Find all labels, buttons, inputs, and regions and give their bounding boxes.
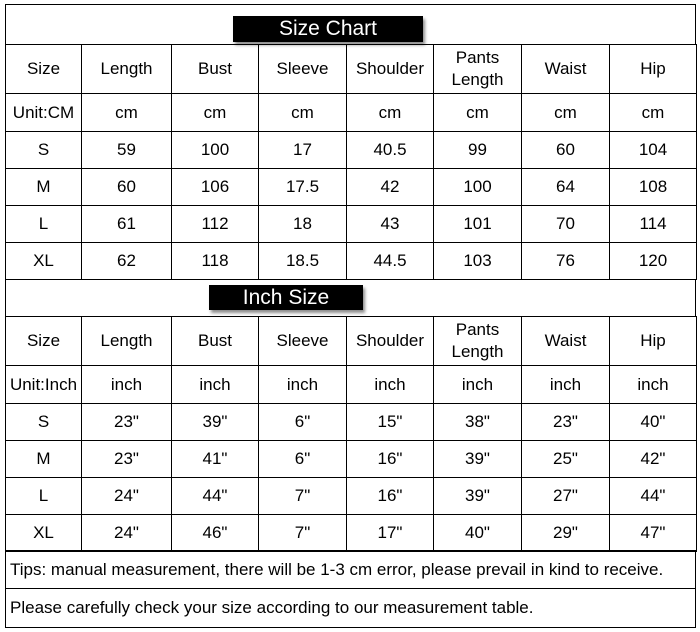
unit-cell: inch [522, 366, 610, 404]
header-cell: Hip [610, 45, 697, 94]
value-cell: 99 [434, 132, 522, 169]
unit-cell: inch [82, 366, 172, 404]
table-row [6, 206, 697, 243]
inch-size-table [5, 316, 697, 552]
value-cell: 43 [347, 206, 434, 243]
value-cell: 60 [82, 169, 172, 206]
unit-cell: inch [610, 366, 697, 404]
size-cell: M [6, 169, 82, 206]
value-cell: 15" [347, 404, 434, 441]
unit-cell: Unit:Inch [6, 366, 82, 404]
table-row [6, 243, 697, 280]
size-cell: S [6, 404, 82, 441]
unit-cell: inch [347, 366, 434, 404]
cm-chart-title: Size Chart [233, 16, 423, 42]
value-cell: 23" [522, 404, 610, 441]
value-cell: 44" [610, 478, 697, 515]
value-cell: 108 [610, 169, 697, 206]
unit-cell: cm [82, 94, 172, 132]
size-cell: XL [6, 515, 82, 552]
value-cell: 60 [522, 132, 610, 169]
value-cell: 114 [610, 206, 697, 243]
inch-header-row [6, 317, 697, 366]
cm-size-table [5, 44, 697, 280]
value-cell: 106 [172, 169, 259, 206]
header-cell: Length [82, 45, 172, 94]
size-cell: M [6, 441, 82, 478]
unit-cell: inch [259, 366, 347, 404]
value-cell: 17.5 [259, 169, 347, 206]
header-cell: Size [6, 45, 82, 94]
value-cell: 101 [434, 206, 522, 243]
value-cell: 44" [172, 478, 259, 515]
value-cell: 47" [610, 515, 697, 552]
value-cell: 16" [347, 441, 434, 478]
header-cell: Bust [172, 317, 259, 366]
table-row [6, 404, 697, 441]
value-cell: 118 [172, 243, 259, 280]
value-cell: 70 [522, 206, 610, 243]
header-cell: Pants Length [434, 317, 522, 366]
value-cell: 39" [434, 478, 522, 515]
table-row [6, 441, 697, 478]
header-cell: Bust [172, 45, 259, 94]
cm-unit-row [6, 94, 697, 132]
header-cell: Shoulder [347, 317, 434, 366]
value-cell: 64 [522, 169, 610, 206]
table-row [6, 132, 697, 169]
table-row [6, 169, 697, 206]
value-cell: 6" [259, 441, 347, 478]
value-cell: 7" [259, 515, 347, 552]
header-cell: Length [82, 317, 172, 366]
cm-header-row [6, 45, 697, 94]
value-cell: 40" [434, 515, 522, 552]
value-cell: 103 [434, 243, 522, 280]
value-cell: 76 [522, 243, 610, 280]
value-cell: 112 [172, 206, 259, 243]
unit-cell: Unit:CM [6, 94, 82, 132]
value-cell: 61 [82, 206, 172, 243]
unit-cell: cm [434, 94, 522, 132]
size-cell: S [6, 132, 82, 169]
value-cell: 38" [434, 404, 522, 441]
check-size-note: Please carefully check your size according to our measurement table. [5, 588, 696, 628]
value-cell: 40" [610, 404, 697, 441]
header-cell: Shoulder [347, 45, 434, 94]
unit-cell: cm [259, 94, 347, 132]
value-cell: 29" [522, 515, 610, 552]
table-row [6, 515, 697, 552]
unit-cell: cm [172, 94, 259, 132]
value-cell: 100 [434, 169, 522, 206]
value-cell: 6" [259, 404, 347, 441]
value-cell: 46" [172, 515, 259, 552]
header-cell: Waist [522, 317, 610, 366]
value-cell: 16" [347, 478, 434, 515]
tips-note: Tips: manual measurement, there will be 1-3 cm error, please prevail in kind to receive. [5, 550, 696, 589]
inch-unit-row [6, 366, 697, 404]
value-cell: 59 [82, 132, 172, 169]
size-cell: XL [6, 243, 82, 280]
value-cell: 25" [522, 441, 610, 478]
value-cell: 27" [522, 478, 610, 515]
header-cell: Size [6, 317, 82, 366]
header-cell: Waist [522, 45, 610, 94]
value-cell: 100 [172, 132, 259, 169]
value-cell: 17" [347, 515, 434, 552]
value-cell: 39" [434, 441, 522, 478]
value-cell: 40.5 [347, 132, 434, 169]
value-cell: 120 [610, 243, 697, 280]
table-row [6, 478, 697, 515]
header-cell: Pants Length [434, 45, 522, 94]
size-cell: L [6, 206, 82, 243]
header-cell: Sleeve [259, 45, 347, 94]
value-cell: 44.5 [347, 243, 434, 280]
value-cell: 42 [347, 169, 434, 206]
value-cell: 62 [82, 243, 172, 280]
value-cell: 7" [259, 478, 347, 515]
size-cell: L [6, 478, 82, 515]
unit-cell: inch [172, 366, 259, 404]
value-cell: 42" [610, 441, 697, 478]
value-cell: 24" [82, 515, 172, 552]
unit-cell: inch [434, 366, 522, 404]
value-cell: 41" [172, 441, 259, 478]
value-cell: 17 [259, 132, 347, 169]
unit-cell: cm [522, 94, 610, 132]
unit-cell: cm [347, 94, 434, 132]
header-cell: Sleeve [259, 317, 347, 366]
value-cell: 24" [82, 478, 172, 515]
value-cell: 104 [610, 132, 697, 169]
inch-chart-title: Inch Size [209, 285, 363, 310]
header-cell: Hip [610, 317, 697, 366]
unit-cell: cm [610, 94, 697, 132]
value-cell: 18 [259, 206, 347, 243]
value-cell: 23" [82, 404, 172, 441]
value-cell: 18.5 [259, 243, 347, 280]
value-cell: 39" [172, 404, 259, 441]
value-cell: 23" [82, 441, 172, 478]
